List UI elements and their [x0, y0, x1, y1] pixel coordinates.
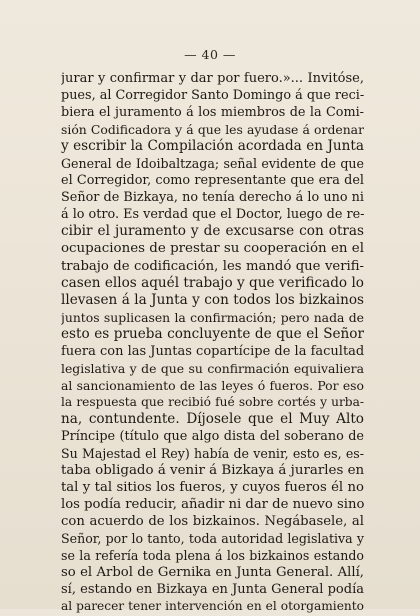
page-number: — 40 —	[184, 47, 236, 62]
text-line: llevasen á la Junta y con todos los bizkainos	[61, 291, 364, 308]
text-line: legislativa y de que su confirmación equivaliera	[61, 360, 364, 376]
text-line: na, contundente. Díjosele que el Muy Alto	[61, 410, 364, 427]
text-line: esto es prueba concluyente de que el Señor	[61, 325, 364, 342]
text-line: al sancionamiento de las leyes ó fueros. Por eso	[61, 377, 364, 393]
text-line: con acuerdo de los bizkainos. Negábasele, al	[61, 514, 364, 530]
text-line: fuera con las Juntas copartícipe de la facultad	[61, 343, 364, 359]
text-line: taba obligado á venir á Bizkaya á jurarles en	[61, 463, 364, 479]
text-line: tal y tal sitios los fueros, y cuyos fueros él no	[61, 480, 364, 496]
text-line: Su Majestad el Rey) había de venir, esto es, es-	[61, 446, 364, 462]
text-line: la respuesta que recibió fué sobre cortés y urba-	[61, 394, 364, 409]
text-line: Señor de Bizkaya, no tenía derecho á lo uno ni	[61, 190, 364, 206]
text-line: al parecer tener intervención en el otorgamiento	[61, 599, 364, 614]
text-line: General de Idoibaltzaga; señal evidente de que	[61, 156, 364, 172]
text-line: sión Codificadora y á que les ayudase á ordenar	[61, 122, 364, 138]
text-line: Príncipe (título que algo dista del soberano de	[61, 428, 364, 444]
text-line: pues, al Corregidor Santo Domingo á que reci-	[61, 88, 364, 104]
text-line: á lo otro. Es verdad que el Doctor, luego de re-	[61, 207, 364, 223]
body-text	[61, 70, 364, 616]
text-line: cibir el juramento y de excusarse con otras	[61, 223, 364, 240]
text-line: los podía reducir, añadir ni dar de nuevo sino	[61, 497, 364, 513]
text-line: ocupaciones de prestar su cooperación en el	[61, 241, 364, 257]
text-line: jurar y confirmar y dar por fuero.»... Invitóse,	[61, 71, 364, 86]
text-line: trabajo de codificación, les mandó que verifi-	[61, 258, 364, 274]
text-line: Señor, por lo tanto, toda autoridad legislativa y	[61, 531, 364, 547]
text-line: biera el juramento á los miembros de la Comi-	[61, 105, 364, 121]
text-line: y escribir la Compilación acordada en Junta	[61, 138, 364, 155]
text-line: juntos suplicasen la confirmación; pero nada de	[61, 309, 364, 325]
text-line: so el Arbol de Gernika en Junta General. Allí,	[61, 565, 364, 581]
text-line: sí, estando en Bizkaya en Junta General podía	[61, 582, 364, 598]
text-line: se la refería toda plena á los bizkainos estando	[61, 548, 364, 564]
text-line: casen ellos aquél trabajo y que verificado lo	[61, 274, 364, 291]
text-line: el Corregidor, como representante que era del	[61, 173, 364, 189]
